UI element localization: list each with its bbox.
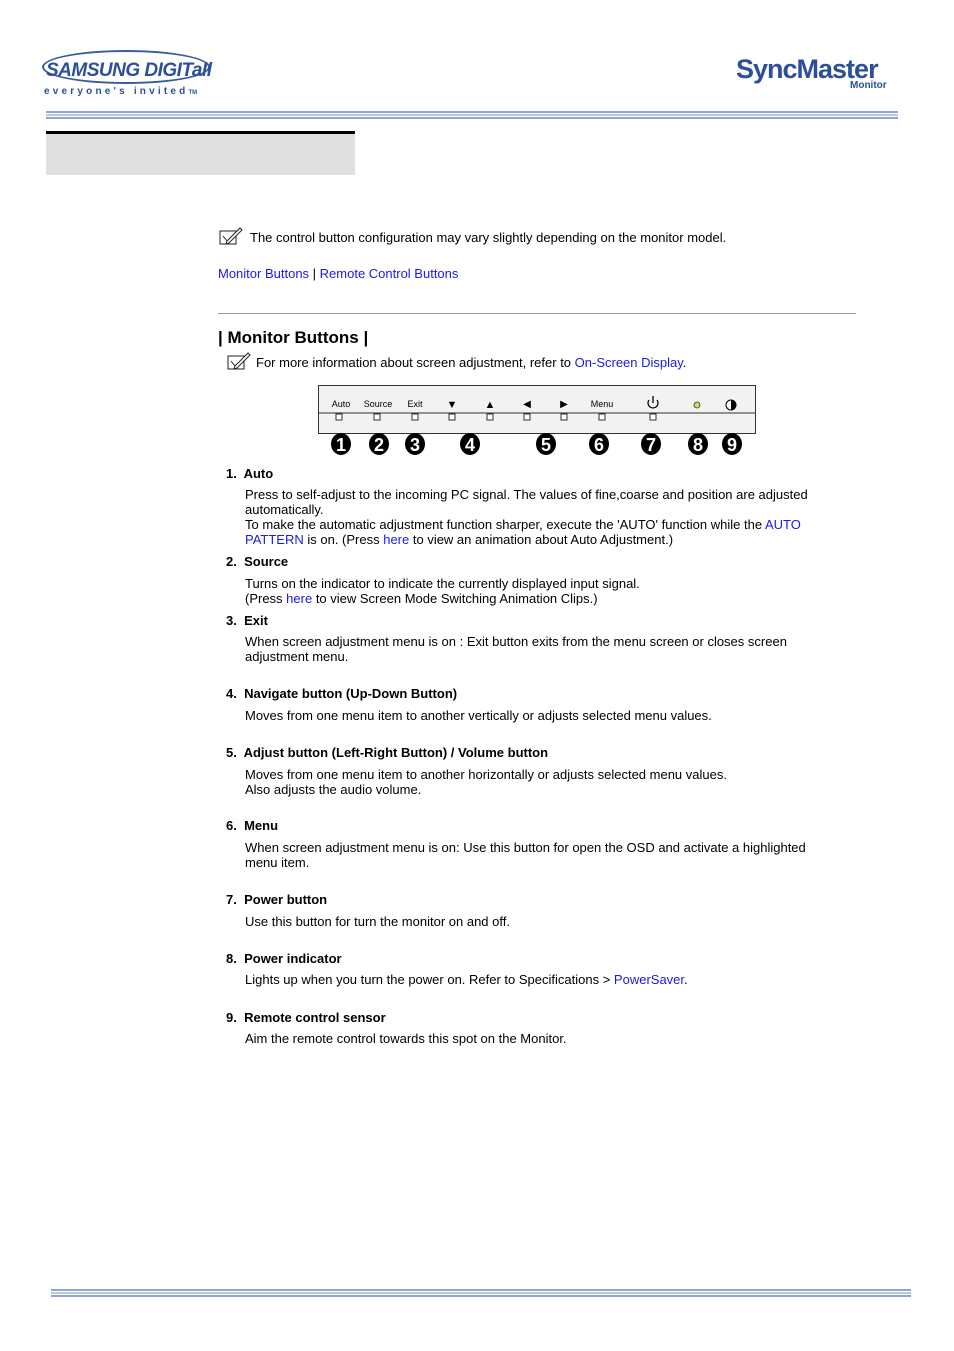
page-title-block xyxy=(46,131,355,175)
syncmaster-logo-sub: Monitor xyxy=(850,80,887,91)
panel-number-6: 6 xyxy=(593,435,605,455)
item-9-desc: Aim the remote control towards this spot on the Monitor. xyxy=(245,1031,567,1046)
samsung-logo xyxy=(42,50,214,100)
panel-sensor-icon xyxy=(726,400,736,410)
panel-label-down: ▼ xyxy=(446,399,458,411)
item-4-title: 4. Navigate button (Up-Down Button) xyxy=(226,686,458,701)
note-pencil-icon xyxy=(218,226,244,246)
panel-power-indicator-icon xyxy=(694,402,700,408)
panel-number-2: 2 xyxy=(373,435,385,455)
item-2-desc: Turns on the indicator to indicate the currently displayed input signal. (Press here to view Screen Mode Switching Animation Clips.) xyxy=(245,576,640,606)
panel-number-7: 7 xyxy=(645,435,657,455)
monitor-button-panel xyxy=(318,385,756,455)
panel-number-8: 8 xyxy=(692,435,704,455)
osd-note-text: For more information about screen adjustment, refer to On-Screen Display. xyxy=(256,355,687,370)
auto-pattern-link[interactable]: AUTO xyxy=(764,517,801,532)
panel-number-9: 9 xyxy=(726,435,738,455)
item-6-desc: When screen adjustment menu is on: Use this button for open the OSD and activate a highlighted menu item. xyxy=(245,840,806,870)
item-3-desc: When screen adjustment menu is on : Exit button exits from the menu screen or closes screen adjustment menu. xyxy=(245,634,787,664)
auto-pattern-link-2[interactable]: PATTERN xyxy=(245,532,304,547)
panel-label-right: ▶ xyxy=(560,399,568,410)
panel-number-1: 1 xyxy=(335,435,347,455)
section-links xyxy=(218,266,458,281)
auto-animation-here-link[interactable]: here xyxy=(383,532,410,547)
links-separator: | xyxy=(309,266,320,281)
footer-rule xyxy=(51,1289,911,1299)
item-5-desc: Moves from one menu item to another horizontally or adjusts selected menu values. Also adjusts the audio volume. xyxy=(245,767,727,797)
panel-label-exit: Exit xyxy=(407,399,423,409)
item-6-title: 6. Menu xyxy=(226,818,279,833)
header-rule xyxy=(46,111,898,121)
item-4-desc: Moves from one menu item to another vertically or adjusts selected menu values. xyxy=(245,708,712,723)
item-2-title: 2. Source xyxy=(226,554,289,569)
panel-label-auto: Auto xyxy=(331,399,351,409)
item-7-desc: Use this button for turn the monitor on and off. xyxy=(245,914,510,929)
on-screen-display-link[interactable]: On-Screen Display xyxy=(574,355,683,370)
item-3-title: 3. Exit xyxy=(226,613,268,628)
item-9-title: 9. Remote control sensor xyxy=(226,1010,386,1025)
monitor-buttons-heading: | Monitor Buttons | xyxy=(218,328,369,347)
item-8-desc: Lights up when you turn the power on. Refer to Specifications > PowerSaver. xyxy=(245,972,688,987)
syncmaster-logo-name: SyncMaster xyxy=(736,54,878,84)
panel-label-up: ▲ xyxy=(484,399,496,411)
remote-control-buttons-link[interactable]: Remote Control Buttons xyxy=(319,266,459,281)
configuration-note-text: The control button configuration may vary slightly depending on the monitor model. xyxy=(250,230,727,245)
source-animation-here-link[interactable]: here xyxy=(286,591,313,606)
note-pencil-icon xyxy=(226,351,252,371)
item-7-title: 7. Power button xyxy=(226,892,328,907)
samsung-logo-name: SAMSUNG DIGITall xyxy=(46,60,212,81)
powersaver-link[interactable]: PowerSaver xyxy=(613,972,685,987)
panel-label-left: ◀ xyxy=(523,399,531,410)
panel-number-5: 5 xyxy=(540,435,552,455)
item-1-desc: Press to self-adjust to the incoming PC signal. The values of fine,coarse and position are adjusted automatically. To make the automatic adjustment function sharper, execute the 'AUTO' function while the AUTO PATTERN is on. (Press here to view an animation about Auto Adjustment.) xyxy=(245,487,808,547)
monitor-buttons-link[interactable]: Monitor Buttons xyxy=(218,266,310,281)
section-divider xyxy=(218,313,856,314)
panel-number-3: 3 xyxy=(409,435,421,455)
item-1-title: 1. Auto xyxy=(226,466,274,481)
syncmaster-logo xyxy=(736,54,896,94)
panel-label-menu: Menu xyxy=(590,399,614,409)
item-5-title: 5. Adjust button (Left-Right Button) / Volume button xyxy=(226,745,549,760)
panel-number-4: 4 xyxy=(464,435,476,455)
samsung-logo-tagline: everyone's invitedTM xyxy=(44,86,198,97)
panel-label-source: Source xyxy=(363,399,393,409)
item-8-title: 8. Power indicator xyxy=(226,951,342,966)
